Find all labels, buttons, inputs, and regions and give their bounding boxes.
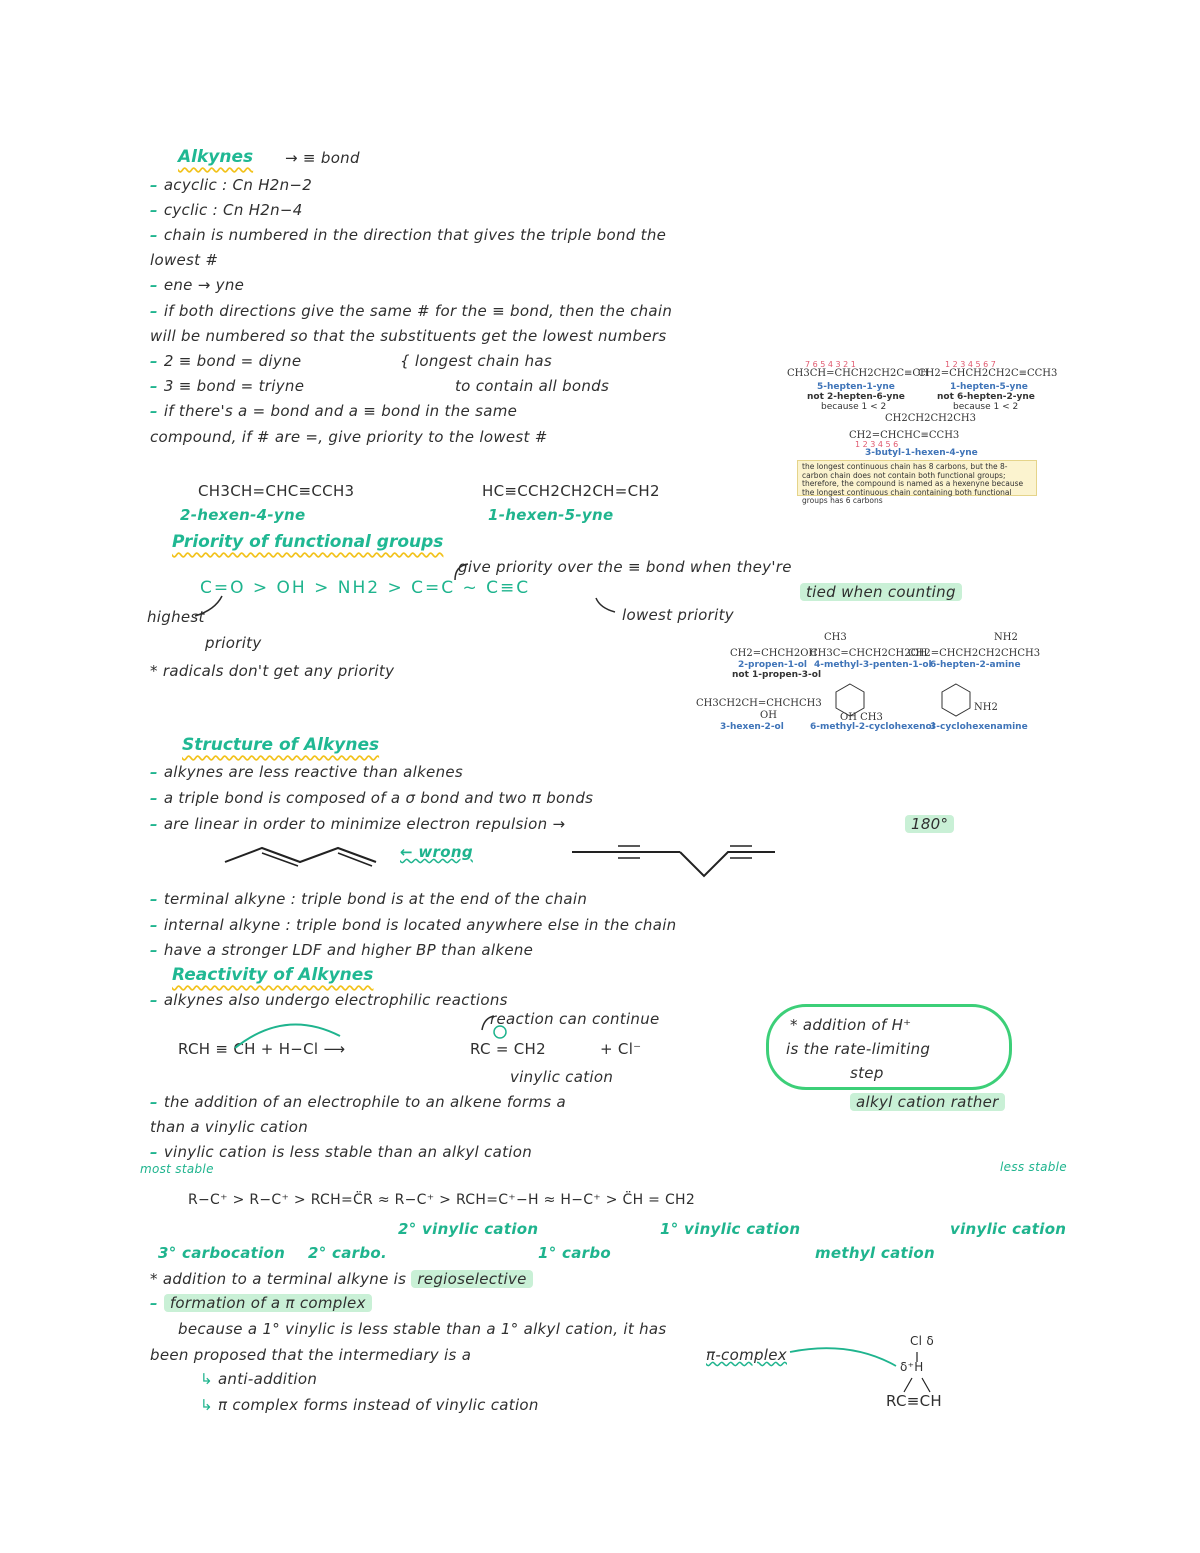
- reaction-left: RCH ≡ CH + H−Cl ⟶: [178, 1040, 346, 1058]
- reactivity-line-2: – the addition of an electrophile to an alkene forms a: [150, 1093, 566, 1111]
- page-title: Alkynes: [178, 147, 254, 167]
- intro-line: – 2 ≡ bond = diyne: [150, 352, 302, 370]
- right-formula: CH2=CHCH2CH2C≡CCH3: [918, 368, 1058, 379]
- cloud-text-2: is the rate-limiting: [786, 1040, 931, 1058]
- pi-forms: ↳ π complex forms instead of vinylic cation: [200, 1396, 539, 1414]
- intro-brace-note: to contain all bonds: [455, 377, 610, 395]
- structure-line: – are linear in order to minimize electron repulsion →: [150, 815, 566, 833]
- intro-line: lowest #: [150, 251, 219, 269]
- priority-radicals: * radicals don't get any priority: [150, 662, 395, 680]
- structure-more-line: – have a stronger LDF and higher BP than alkene: [150, 941, 534, 959]
- fig2-name-1: 2-propen-1-ol: [738, 660, 808, 670]
- fig2-ring-5: OH CH3: [840, 712, 883, 723]
- reactivity-line-4: – vinylic cation is less stable than an alkyl cation: [150, 1143, 533, 1161]
- pi-struct-bot: RC≡CH: [886, 1392, 942, 1410]
- example-name-1: 2-hexen-4-yne: [180, 506, 306, 524]
- cation-label: 1° vinylic cation: [660, 1220, 801, 1238]
- intro-line: compound, if # are =, give priority to the lowest #: [150, 428, 548, 446]
- intro-line: – if both directions give the same # for the ≡ bond, then the chain: [150, 302, 673, 320]
- example-name-2: 1-hexen-5-yne: [488, 506, 614, 524]
- fig2-name-6: 3-cyclohexenamine: [930, 722, 1028, 732]
- anti-addition: ↳ anti-addition: [200, 1370, 318, 1388]
- textbook-note: the longest continuous chain has 8 carbons, but the 8-carbon chain does not contain both functional groups; therefore, the compound is named as a hexenyne because the longest continuous chain containing both functional groups has 6 carbons: [802, 462, 1024, 505]
- fig2-formula-1: CH2=CHCH2OH: [730, 648, 818, 659]
- fig2-ring-6: NH2: [974, 702, 998, 713]
- intro-line: – acyclic : Cn H2n−2: [150, 176, 313, 194]
- priority-highest: highest: [147, 608, 205, 626]
- example-formula-1: CH3CH=CHC≡CCH3: [198, 482, 355, 500]
- intro-line: – if there's a = bond and a ≡ bond in the same: [150, 402, 518, 420]
- fig2-top-2: CH3: [824, 632, 847, 643]
- intro-line: will be numbered so that the substituents get the lowest numbers: [150, 327, 667, 345]
- priority-note-highlight: tied when counting: [800, 583, 962, 601]
- left-because: because 1 < 2: [821, 402, 887, 412]
- pi-line-2b: π-complex: [706, 1346, 787, 1364]
- cloud-text-3: step: [850, 1064, 884, 1082]
- reactivity-title: Reactivity of Alkynes: [172, 965, 374, 985]
- reaction-note: reaction can continue: [490, 1010, 660, 1028]
- fig2-formula-3: CH2=CHCH2CH2CHCH3: [908, 648, 1041, 659]
- fig2-name-4: 3-hexen-2-ol: [720, 722, 784, 732]
- cation-order: R−C⁺ > R−C⁺ > RCH=C̈R ≈ R−C⁺ > RCH=C⁺−H ≈ H−C⁺ > C̈H = CH2: [188, 1192, 696, 1208]
- pi-complex-bond: [904, 1378, 912, 1392]
- cation-label: 3° carbocation: [158, 1244, 286, 1262]
- cation-label: 2° carbo.: [308, 1244, 388, 1262]
- pi-struct-top: Cl δ: [910, 1334, 935, 1348]
- structure-title: Structure of Alkynes: [182, 735, 380, 755]
- arrow-to-pi-complex: [790, 1348, 896, 1366]
- fig2-formula-2: CH3C=CHCH2CH2OH: [810, 648, 928, 659]
- priority-order: C=O > OH > NH2 > C=C ~ C≡C: [200, 578, 531, 598]
- pi-struct-mid: δ⁺H: [900, 1360, 924, 1374]
- cation-label: 1° carbo: [538, 1244, 612, 1262]
- pi-line-2: been proposed that the intermediary is a: [150, 1346, 472, 1364]
- left-name: 5-hepten-1-yne: [817, 382, 895, 392]
- pi-complex-bond: [922, 1378, 930, 1392]
- fig2-sub-4: OH: [760, 710, 777, 721]
- pi-line-1: because a 1° vinylic is less stable than a 1° alkyl cation, it has: [178, 1320, 667, 1338]
- fig2-top-3: NH2: [994, 632, 1018, 643]
- right-not: not 6-hepten-2-yne: [937, 392, 1035, 402]
- less-stable: less stable: [1000, 1160, 1067, 1174]
- title-suffix: → ≡ bond: [285, 149, 360, 167]
- most-stable: most stable: [140, 1162, 214, 1176]
- structure-line: – alkynes are less reactive than alkenes: [150, 763, 464, 781]
- priority-lowest: lowest priority: [622, 606, 734, 624]
- mid-formula: CH2=CHCHC≡CCH3: [849, 430, 960, 441]
- reaction-vinylic: vinylic cation: [510, 1068, 614, 1086]
- fig2-formula-4: CH3CH2CH=CHCHCH3: [696, 698, 822, 709]
- structure-angle: 180°: [905, 815, 954, 833]
- structure-more-line: – internal alkyne : triple bond is located anywhere else in the chain: [150, 916, 677, 934]
- left-not: not 2-hepten-6-yne: [807, 392, 905, 402]
- left-numbers: 7 6 5 4 3 2 1: [805, 360, 856, 369]
- cation-label: 2° vinylic cation: [398, 1220, 539, 1238]
- reactivity-line-2b: alkyl cation rather: [850, 1093, 1005, 1111]
- fig2-name-5: 6-methyl-2-cyclohexenol: [810, 722, 935, 732]
- pi-title: – formation of a π complex: [150, 1294, 372, 1312]
- cation-label: vinylic cation: [950, 1220, 1067, 1238]
- intro-brace-note: { longest chain has: [400, 352, 552, 370]
- left-formula: CH3CH=CHCH2CH2C≡CH: [787, 368, 929, 379]
- fig2-sub-1: not 1-propen-3-ol: [732, 670, 822, 680]
- fig2-name-2: 4-methyl-3-penten-1-ol: [814, 660, 932, 670]
- cation-label: methyl cation: [815, 1244, 936, 1262]
- right-name: 1-hepten-5-yne: [950, 382, 1028, 392]
- priority-highest-2: priority: [205, 634, 262, 652]
- intro-line: – chain is numbered in the direction that gives the triple bond the: [150, 226, 667, 244]
- regioselective-line: * addition to a terminal alkyne is regioselective: [150, 1270, 533, 1288]
- structure-wrong: ← wrong: [400, 843, 473, 861]
- reaction-plus: + Cl⁻: [600, 1040, 642, 1058]
- mid-name: 3-butyl-1-hexen-4-yne: [865, 448, 978, 458]
- cloud-text-1: * addition of H⁺: [790, 1016, 912, 1034]
- reactivity-line-3: than a vinylic cation: [150, 1118, 309, 1136]
- intro-line: – 3 ≡ bond = triyne: [150, 377, 305, 395]
- structure-line: – a triple bond is composed of a σ bond and two π bonds: [150, 789, 594, 807]
- structure-more-line: – terminal alkyne : triple bond is at the end of the chain: [150, 890, 588, 908]
- fig2-name-3: 6-hepten-2-amine: [930, 660, 1021, 670]
- example-formula-2: HC≡CCH2CH2CH=CH2: [482, 482, 660, 500]
- intro-line: – cyclic : Cn H2n−4: [150, 201, 303, 219]
- reaction-mid: RC = CH2: [470, 1040, 546, 1058]
- priority-title: Priority of functional groups: [172, 532, 444, 552]
- mid-top: CH2CH2CH2CH3: [885, 413, 976, 424]
- reactivity-line-1: – alkynes also undergo electrophilic reactions: [150, 991, 508, 1009]
- right-because: because 1 < 2: [953, 402, 1019, 412]
- priority-note-top: give priority over the ≡ bond when they're: [458, 558, 792, 576]
- intro-line: – ene → yne: [150, 276, 245, 294]
- mid-numbers: 1 2 3 4 5 6: [855, 440, 899, 449]
- right-numbers: 1 2 3 4 5 6 7: [945, 360, 996, 369]
